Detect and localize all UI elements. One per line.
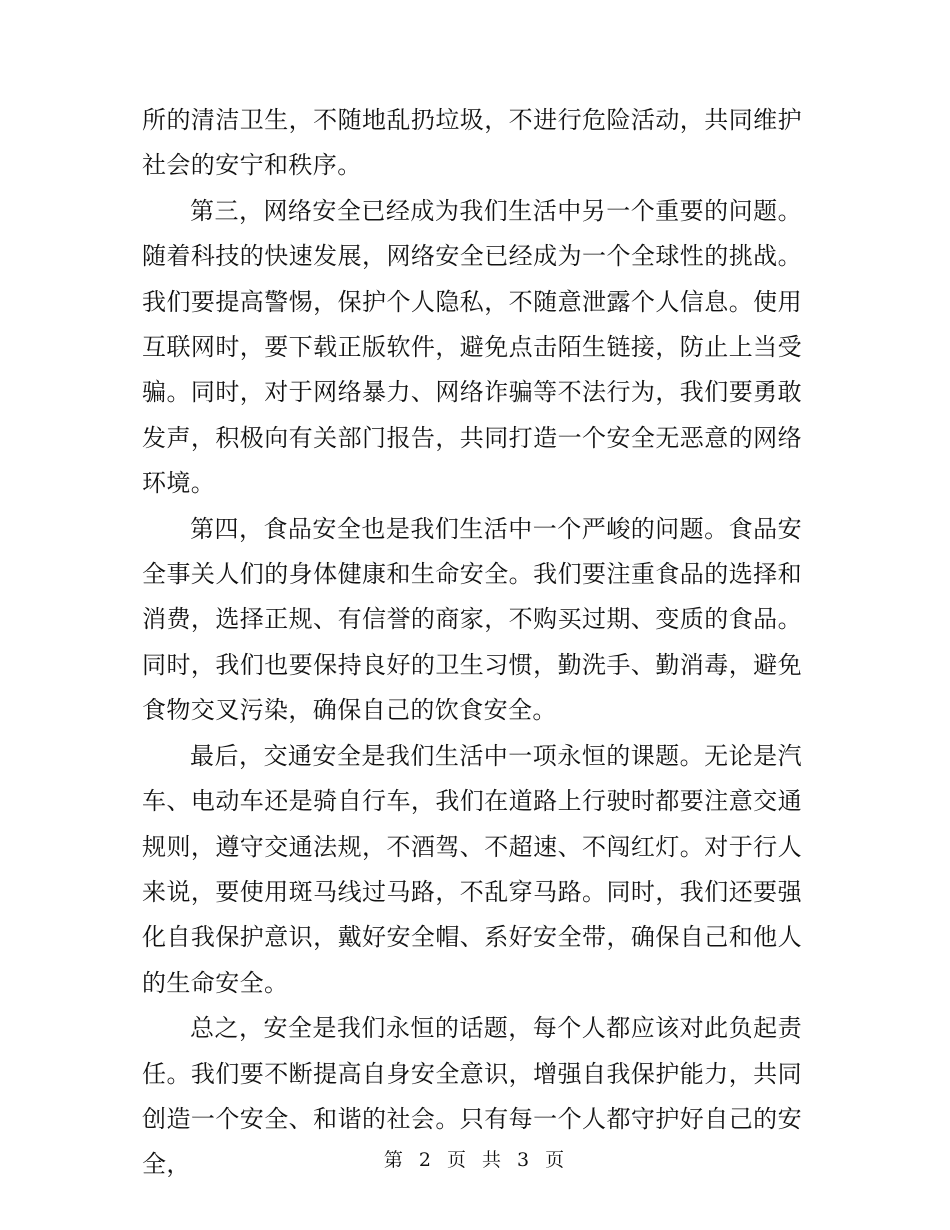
- document-body: [142, 98, 802, 1188]
- paragraph-food-safety: 第四，食品安全也是我们生活中一个严峻的问题。食品安全事关人们的身体健康和生命安全。我们要注重食品的选择和消费，选择正规、有信誉的商家，不购买过期、变质的食品。同时，我们也要保持良好的卫生习惯，勤洗手、勤消毒，避免食物交叉污染，确保自己的饮食安全。: [142, 514, 802, 725]
- paragraph-continuation: 所的清洁卫生，不随地乱扔垃圾，不进行危险活动，共同维护社会的安宁和秩序。: [142, 106, 802, 180]
- page-number-footer: 第 2 页 共 3 页: [383, 1149, 567, 1171]
- paragraph-traffic-safety: 最后，交通安全是我们生活中一项永恒的课题。无论是汽车、电动车还是骑自行车，我们在道路上行驶时都要注意交通规则，遵守交通法规，不酒驾、不超速、不闯红灯。对于行人来说，要使用斑马线过马路，不乱穿马路。同时，我们还要强化自我保护意识，戴好安全帽、系好安全带，确保自己和他人的生命安全。: [142, 741, 802, 997]
- paragraph-network-safety: 第三，网络安全已经成为我们生活中另一个重要的问题。随着科技的快速发展，网络安全已经成为一个全球性的挑战。我们要提高警惕，保护个人隐私，不随意泄露个人信息。使用互联网时，要下载正版软件，避免点击陌生链接，防止上当受骗。同时，对于网络暴力、网络诈骗等不法行为，我们要勇敢发声，积极向有关部门报告，共同打造一个安全无恶意的网络环境。: [142, 196, 802, 498]
- paragraph-conclusion: 总之，安全是我们永恒的话题，每个人都应该对此负起责任。我们要不断提高自身安全意识，增强自我保护能力，共同创造一个安全、和谐的社会。只有每一个人都守护好自己的安全，: [142, 1014, 802, 1179]
